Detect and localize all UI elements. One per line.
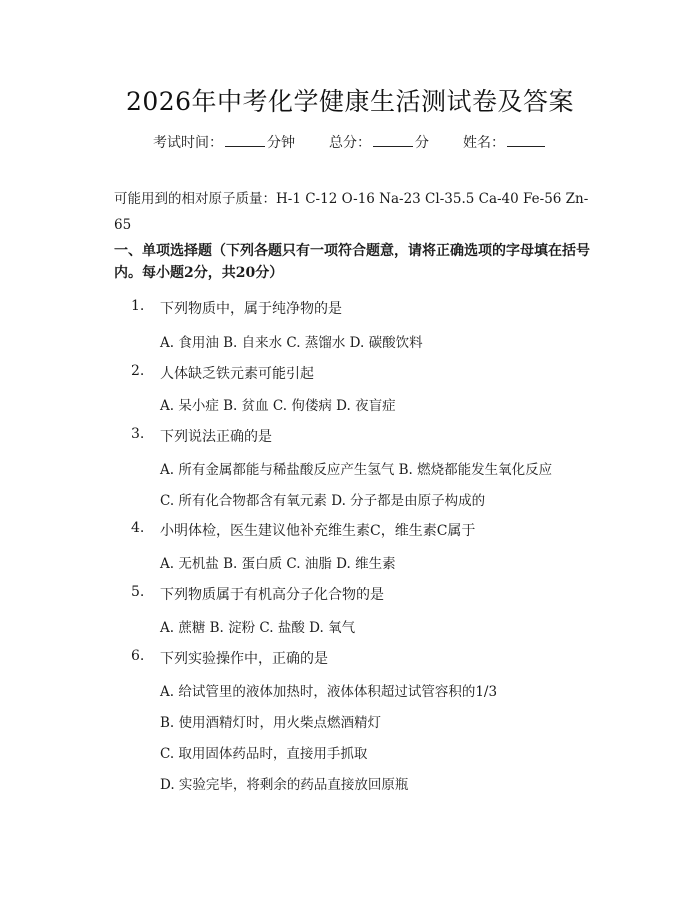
question-number: 1. bbox=[131, 298, 145, 314]
exam-time-blank bbox=[225, 133, 265, 147]
question-options: B. 使用酒精灯时，用火柴点燃酒精灯 bbox=[160, 715, 382, 731]
page-title: 2026年中考化学健康生活测试卷及答案 bbox=[125, 87, 575, 116]
section-heading: 一、单项选择题（下列各题只有一项符合题意，请将正确选项的字母填在括号内。每小题2分，共20分） bbox=[114, 243, 590, 281]
question-options: C. 取用固体药品时，直接用手抓取 bbox=[160, 746, 368, 762]
exam-meta bbox=[0, 132, 700, 152]
question-options: A. 所有金属都能与稀盐酸反应产生氢气 B. 燃烧都能发生氧化反应 bbox=[160, 462, 553, 478]
question-options: A. 给试管里的液体加热时，液体体积超过试管容积的1/3 bbox=[160, 684, 498, 700]
total-score bbox=[329, 132, 429, 152]
exam-time-label: 考试时间： bbox=[153, 135, 223, 151]
question-text: 下列物质中，属于纯净物的是 bbox=[160, 301, 342, 317]
question-number: 4. bbox=[131, 520, 145, 536]
question-options: A. 蔗糖 B. 淀粉 C. 盐酸 D. 氧气 bbox=[160, 620, 356, 636]
question-options: A. 无机盐 B. 蛋白质 C. 油脂 D. 维生素 bbox=[160, 556, 396, 572]
question-text: 下列物质属于有机高分子化合物的是 bbox=[160, 587, 384, 603]
question-number: 2. bbox=[131, 363, 145, 379]
question-text: 人体缺乏铁元素可能引起 bbox=[160, 366, 314, 382]
exam-time-unit: 分钟 bbox=[267, 135, 295, 151]
student-name-label: 姓名： bbox=[463, 135, 505, 151]
question-text: 小明体检，医生建议他补充维生素C，维生素C属于 bbox=[160, 523, 476, 539]
exam-time bbox=[153, 132, 295, 152]
question-number: 6. bbox=[131, 648, 145, 664]
question-options: A. 食用油 B. 自来水 C. 蒸馏水 D. 碳酸饮料 bbox=[160, 335, 423, 351]
question-options: C. 所有化合物都含有氧元素 D. 分子都是由原子构成的 bbox=[160, 493, 486, 509]
question-options: D. 实验完毕，将剩余的药品直接放回原瓶 bbox=[160, 777, 409, 793]
total-score-blank bbox=[373, 133, 413, 147]
question-text: 下列实验操作中，正确的是 bbox=[160, 651, 328, 667]
atomic-mass-note: 可能用到的相对原子质量：H-1 C-12 O-16 Na-23 Cl-35.5 Ca-40 Fe-56 Zn-65 bbox=[114, 191, 589, 233]
student-name-blank bbox=[507, 133, 545, 147]
question-number: 5. bbox=[131, 584, 145, 600]
question-text: 下列说法正确的是 bbox=[160, 429, 272, 445]
question-number: 3. bbox=[131, 426, 145, 442]
student-name bbox=[463, 132, 547, 152]
question-options: A. 呆小症 B. 贫血 C. 佝偻病 D. 夜盲症 bbox=[160, 398, 396, 414]
total-score-label: 总分： bbox=[329, 135, 371, 151]
total-score-unit: 分 bbox=[415, 135, 429, 151]
